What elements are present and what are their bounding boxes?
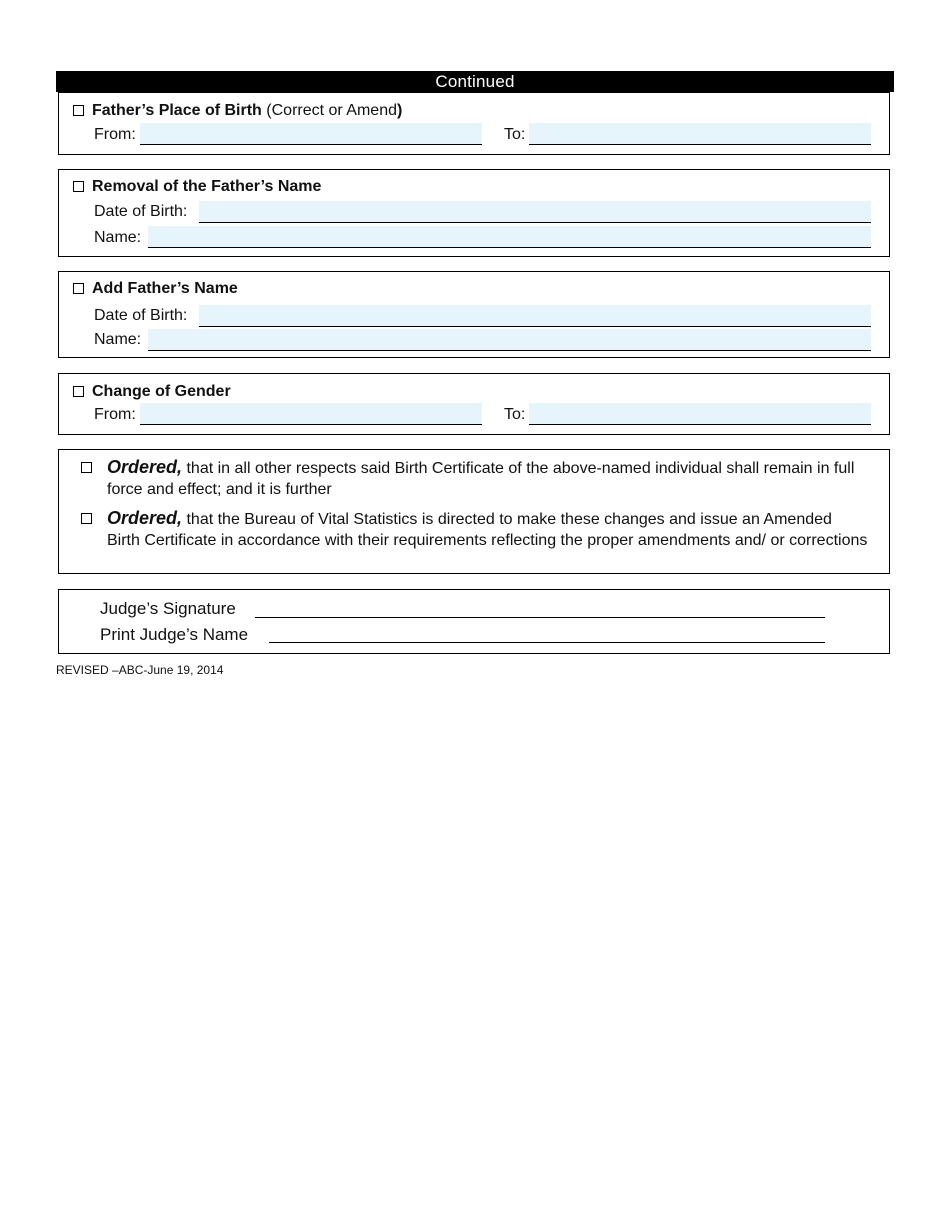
order-text: that the Bureau of Vital Statistics is directed to make these changes and issue an Amended Birth Certificate in accordance with their requirements reflecting the proper amendments and/ or corrections xyxy=(107,511,868,549)
date-of-birth-label: Date of Birth: xyxy=(94,203,188,220)
from-field[interactable] xyxy=(140,403,482,425)
to-label: To: xyxy=(504,406,526,423)
change-of-gender-title-row xyxy=(73,383,231,401)
paren-close: ) xyxy=(397,102,403,119)
add-fathers-name-section xyxy=(58,271,890,358)
order-text: that in all other respects said Birth Certificate of the above-named individual shall remain in full force and effect; and it is further xyxy=(107,460,855,498)
date-of-birth-label: Date of Birth: xyxy=(94,307,188,324)
section-title: Removal of the Father’s Name xyxy=(92,178,322,195)
removal-fathers-name-title-row xyxy=(73,178,321,196)
from-label: From: xyxy=(94,406,136,423)
section-title: Change of Gender xyxy=(92,383,231,400)
order-text-block xyxy=(107,457,869,500)
section-title: Father’s Place of Birth xyxy=(92,102,262,119)
fathers-place-of-birth-checkbox[interactable] xyxy=(73,105,84,116)
date-of-birth-field[interactable] xyxy=(199,201,871,223)
section-title: Add Father’s Name xyxy=(92,280,238,297)
order-keyword: Ordered, xyxy=(107,508,183,528)
section-subtitle: Correct or Amend xyxy=(271,102,397,119)
name-label: Name: xyxy=(94,331,142,348)
name-field[interactable] xyxy=(148,329,871,351)
to-field[interactable] xyxy=(529,403,871,425)
add-fathers-name-checkbox[interactable] xyxy=(73,283,84,294)
orders-section xyxy=(58,449,890,574)
fathers-place-of-birth-section xyxy=(58,92,890,155)
order-item xyxy=(79,457,869,500)
order-keyword: Ordered, xyxy=(107,457,183,477)
name-label: Name: xyxy=(94,229,142,246)
order-item xyxy=(79,508,869,551)
print-judge-name-line[interactable] xyxy=(269,642,825,643)
removal-fathers-name-section xyxy=(58,169,890,257)
order-text-block xyxy=(107,508,869,551)
judge-section xyxy=(58,589,890,654)
to-field[interactable] xyxy=(529,123,871,145)
continued-header: Continued xyxy=(56,71,894,92)
removal-fathers-name-checkbox[interactable] xyxy=(73,181,84,192)
order-checkbox[interactable] xyxy=(81,513,92,524)
to-label: To: xyxy=(504,126,526,143)
change-of-gender-section xyxy=(58,373,890,435)
from-field[interactable] xyxy=(140,123,482,145)
print-judge-name-label: Print Judge’s Name xyxy=(100,625,249,644)
paren-open: ( xyxy=(261,102,272,119)
judge-signature-line[interactable] xyxy=(255,617,825,618)
order-checkbox[interactable] xyxy=(81,462,92,473)
date-of-birth-field[interactable] xyxy=(199,305,871,327)
revised-footer: REVISED –ABC-June 19, 2014 xyxy=(56,663,224,677)
fathers-place-of-birth-title-row xyxy=(73,102,402,120)
change-of-gender-checkbox[interactable] xyxy=(73,386,84,397)
from-label: From: xyxy=(94,126,136,143)
add-fathers-name-title-row xyxy=(73,280,238,298)
judge-signature-label: Judge’s Signature xyxy=(100,599,236,618)
name-field[interactable] xyxy=(148,226,871,248)
